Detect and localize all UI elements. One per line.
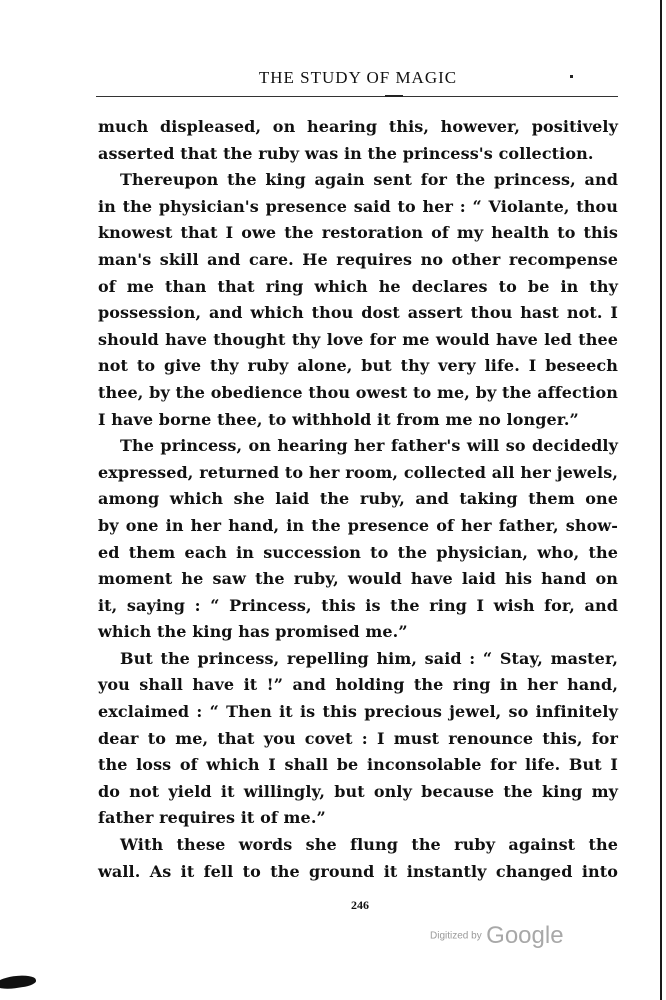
text-line: which the king has promised me.”	[98, 622, 408, 642]
text-line: should have thought thy love for me would have led thee	[98, 329, 618, 349]
text-line: do not yield it willingly, but only because the king my	[98, 781, 618, 801]
text-line: not to give thy ruby alone, but thy very life. I beseech	[98, 356, 618, 376]
text-line: of me than that ring which he declares to be in thy	[98, 276, 618, 296]
text-line: The princess, on hearing her father's will so decidedly	[120, 436, 618, 456]
corner-smudge	[0, 973, 37, 990]
text-line: thee, by the obedience thou owest to me, by the affection	[98, 382, 618, 402]
text-line: moment he saw the ruby, would have laid his hand on	[98, 569, 618, 589]
text-line: the loss of which I shall be inconsolable for life. But I	[98, 755, 618, 775]
text-line: wall. As it fell to the ground it instantly changed into	[98, 861, 618, 881]
text-line: in the physician's presence said to her : “ Violante, thou	[98, 196, 618, 216]
text-line: With these words she flung the ruby against the	[120, 835, 618, 855]
watermark-brand: Google	[486, 922, 564, 949]
text-line: dear to me, that you covet : I must renounce this, for	[98, 728, 618, 748]
text-line: knowest that I owe the restoration of my health to this	[98, 223, 618, 243]
page-edge-line	[660, 0, 662, 1000]
page-number: 246	[351, 898, 369, 912]
body-text	[98, 114, 618, 885]
text-line: man's skill and care. He requires no other recompense	[98, 249, 618, 269]
text-line: much displeased, on hearing this, however, positively	[98, 117, 618, 136]
text-line: I have borne thee, to withhold it from me no longer.”	[98, 409, 579, 429]
running-head: THE STUDY OF MAGIC	[258, 68, 458, 87]
watermark-prefix: Digitized by	[430, 930, 482, 942]
text-line: among which she laid the ruby, and taking them one	[98, 489, 618, 509]
text-line: ed them each in succession to the physician, who, the	[98, 542, 618, 562]
text-line: father requires it of me.”	[98, 808, 326, 828]
text-line: it, saying : “ Princess, this is the ring I wish for, and	[98, 595, 618, 615]
text-line: But the princess, repelling him, said : “ Stay, master,	[120, 648, 618, 668]
text-line: you shall have it !” and holding the ring in her hand,	[98, 675, 618, 695]
text-line: expressed, returned to her room, collected all her jewels,	[98, 462, 618, 482]
text-line: Thereupon the king again sent for the princess, and	[120, 170, 618, 190]
text-line: exclaimed : “ Then it is this precious jewel, so infinitely	[98, 702, 618, 722]
header-rule-mark	[385, 95, 403, 97]
digitized-watermark	[430, 922, 590, 950]
text-line: possession, and which thou dost assert thou hast not. I	[98, 303, 618, 323]
text-line: by one in her hand, in the presence of her father, show-	[98, 515, 618, 535]
text-line: asserted that the ruby was in the princess's collection.	[98, 143, 594, 163]
header-rule	[96, 96, 618, 97]
edge-speck	[570, 75, 573, 78]
